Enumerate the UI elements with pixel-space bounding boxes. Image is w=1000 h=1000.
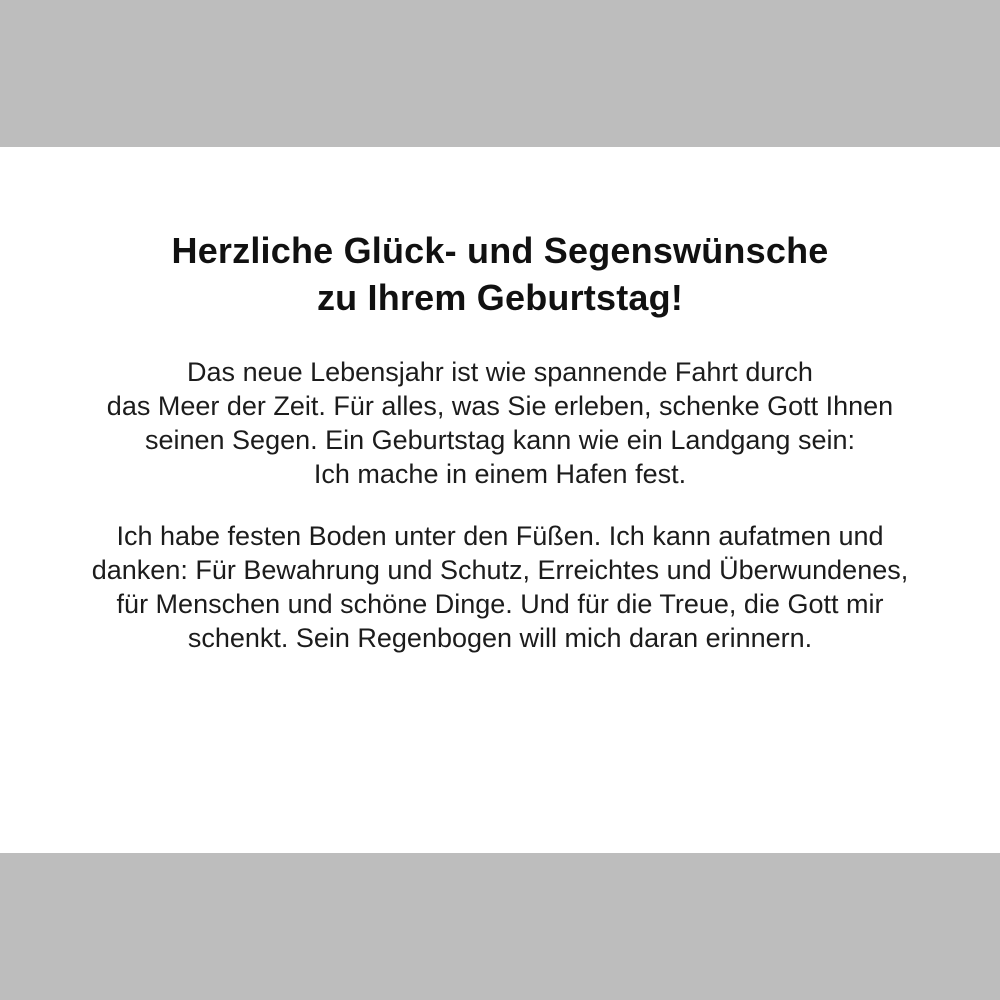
paragraph-2-line-2: danken: Für Bewahrung und Schutz, Erreichtes und Überwundenes, xyxy=(91,555,909,585)
paragraph-2-line-1: Ich habe festen Boden unter den Füßen. Ich kann aufatmen und xyxy=(116,521,884,551)
paragraph-2-line-3: für Menschen und schöne Dinge. Und für die Treue, die Gott mir xyxy=(116,589,884,619)
card-title-line-1: Herzliche Glück- und Segenswünsche xyxy=(171,230,829,271)
paragraph-1-line-4: Ich mache in einem Hafen fest. xyxy=(313,459,687,489)
paragraph-1-line-1: Das neue Lebensjahr ist wie spannende Fahrt durch xyxy=(187,357,813,387)
bottom-letterbox-bar xyxy=(0,853,1000,1000)
card-paragraph-1 xyxy=(0,355,1000,491)
card-paragraph-2 xyxy=(0,519,1000,655)
card-title-line-2: zu Ihrem Geburtstag! xyxy=(316,277,684,318)
paragraph-1-line-2: das Meer der Zeit. Für alles, was Sie erleben, schenke Gott Ihnen xyxy=(106,391,894,421)
greeting-card xyxy=(0,147,1000,853)
top-letterbox-bar xyxy=(0,0,1000,147)
paragraph-1-line-3: seinen Segen. Ein Geburtstag kann wie ein Landgang sein: xyxy=(144,425,855,455)
card-title xyxy=(0,227,1000,321)
paragraph-2-line-4: schenkt. Sein Regenbogen will mich daran erinnern. xyxy=(187,623,813,653)
